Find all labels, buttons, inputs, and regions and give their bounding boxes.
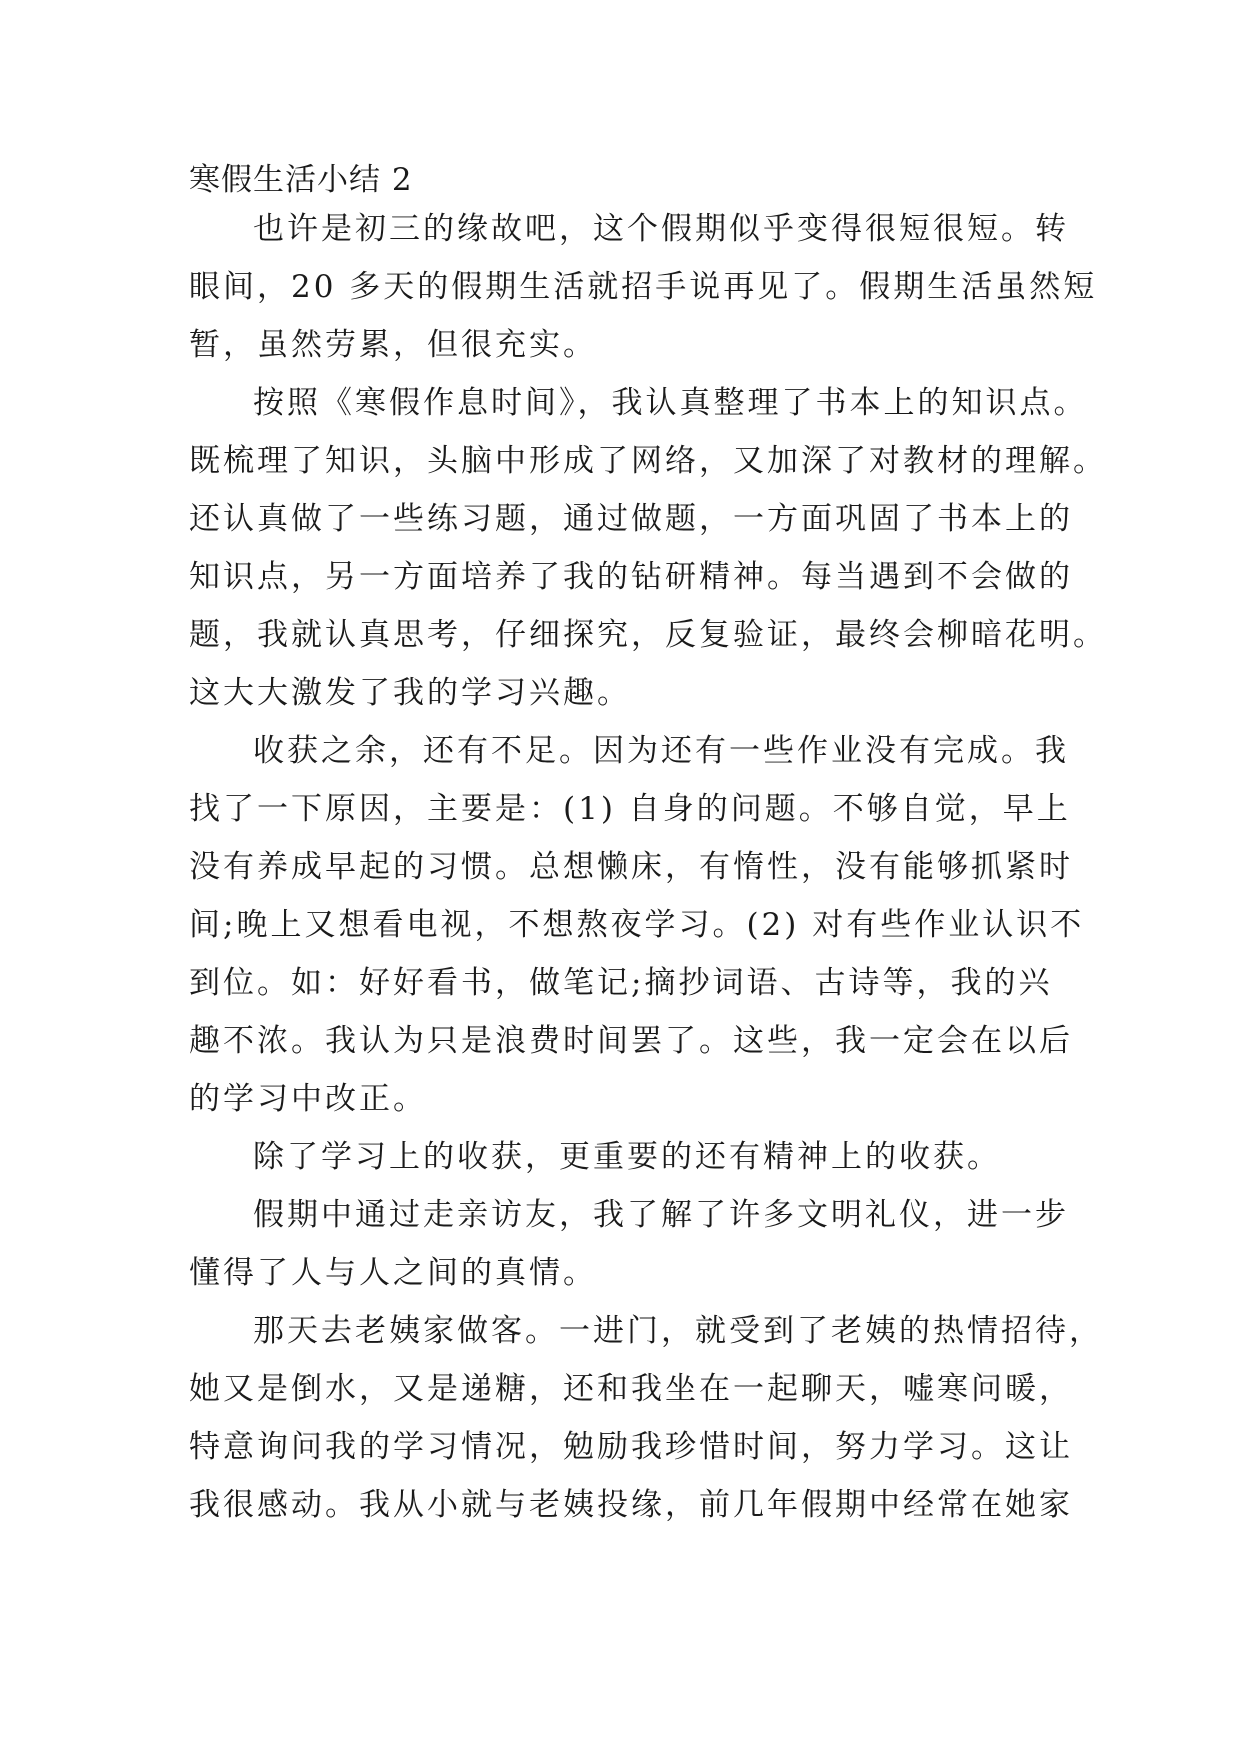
text-line: 没有养成早起的习惯。总想懒床，有惰性，没有能够抓紧时 [189,849,1073,885]
text-line: 假期中通过走亲访友，我了解了许多文明礼仪，进一步 [253,1197,1069,1233]
text-line: 那天去老姨家做客。一进门，就受到了老姨的热情招待， [253,1313,1103,1349]
paragraph-3 [189,722,1085,1128]
text-line: 我很感动。我从小就与老姨投缘，前几年假期中经常在她家 [189,1487,1073,1523]
paragraph-1 [189,200,1098,374]
text-line: 的学习中改正。 [189,1081,427,1117]
text-line: 间;晚上又想看电视，不想熬夜学习。(2) 对有些作业认识不 [189,907,1085,943]
text-line: 知识点，另一方面培养了我的钻研精神。每当遇到不会做的 [189,559,1073,595]
text-line: 也许是初三的缘故吧，这个假期似乎变得很短很短。转 [253,211,1069,247]
paragraph-6 [189,1302,1103,1534]
text-line: 找了一下原因，主要是：(1) 自身的问题。不够自觉，早上 [189,791,1071,827]
text-line: 按照《寒假作息时间》，我认真整理了书本上的知识点。 [253,385,1088,421]
paragraph-4 [189,1128,1069,1186]
text-line: 趣不浓。我认为只是浪费时间罢了。这些，我一定会在以后 [189,1023,1073,1059]
text-line: 题，我就认真思考，仔细探究，反复验证，最终会柳暗花明。 [189,617,1107,653]
text-line: 她又是倒水，又是递糖，还和我坐在一起聊天，嘘寒问暖， [189,1371,1073,1407]
paragraph-2 [189,374,1107,722]
text-line: 暂，虽然劳累，但很充实。 [189,327,597,363]
document-title: 寒假生活小结 2 [189,162,413,198]
text-line: 这大大激发了我的学习兴趣。 [189,675,631,711]
text-line: 还认真做了一些练习题，通过做题，一方面巩固了书本上的 [189,501,1073,537]
text-line: 眼间，20 多天的假期生活就招手说再见了。假期生活虽然短 [189,269,1098,305]
text-line: 既梳理了知识，头脑中形成了网络，又加深了对教材的理解。 [189,443,1107,479]
text-line: 到位。如：好好看书，做笔记;摘抄词语、古诗等，我的兴 [189,965,1053,1001]
paragraph-5 [189,1186,1069,1302]
text-line: 特意询问我的学习情况，勉励我珍惜时间，努力学习。这让 [189,1429,1073,1465]
text-line: 除了学习上的收获，更重要的还有精神上的收获。 [253,1139,1001,1175]
text-line: 懂得了人与人之间的真情。 [189,1255,597,1291]
text-line: 收获之余，还有不足。因为还有一些作业没有完成。我 [253,733,1069,769]
